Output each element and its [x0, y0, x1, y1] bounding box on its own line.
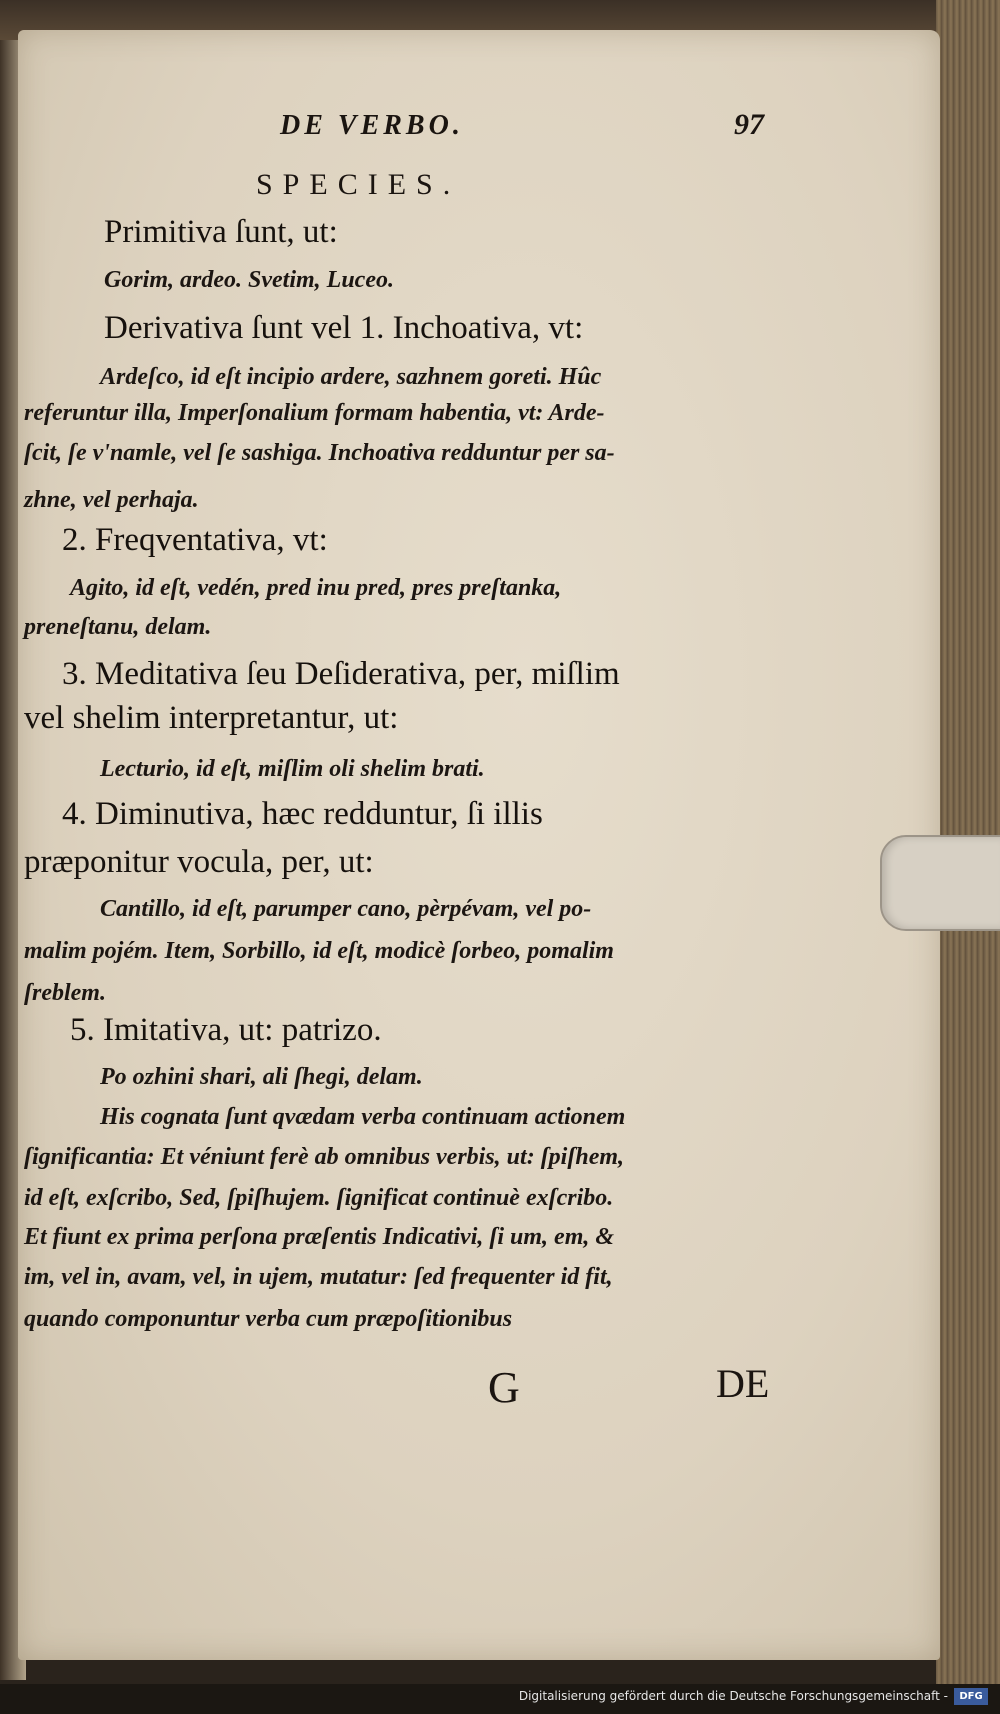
text-line: zhne, vel perhaja.	[24, 487, 199, 513]
text-line: quando componuntur verba cum præpoſitionibus	[24, 1306, 513, 1332]
text-line: Derivativa ſunt vel 1. Inchoativa, vt:	[104, 310, 584, 346]
running-head: DE VERBO.	[280, 110, 464, 141]
text-line: ſreblem.	[24, 980, 106, 1006]
text-line: Lecturio, id eſt, miſlim oli shelim brati.	[100, 756, 485, 782]
text-line: Primitiva ſunt, ut:	[104, 214, 338, 250]
text-line: ſignificantia: Et véniunt ferè ab omnibus verbis, ut: ſpiſhem,	[24, 1144, 625, 1170]
text-line: 2. Freqventativa, vt:	[62, 522, 328, 558]
text-line: referuntur illa, Imperſonalium formam habentia, vt: Arde-	[24, 400, 605, 426]
text-line: Po ozhini shari, ali ſhegi, delam.	[100, 1064, 423, 1090]
text-line: preneſtanu, delam.	[24, 614, 212, 640]
section-title: SPECIES.	[256, 168, 461, 201]
text-line: Agito, id eſt, vedén, pred inu pred, pres preſtanka,	[70, 575, 562, 601]
text-line: 3. Meditativa ſeu Deſiderativa, per, miſlim	[62, 656, 620, 692]
page-tab-marker	[880, 835, 1000, 931]
signature-mark: G	[488, 1363, 520, 1412]
text-line: Et fiunt ex prima perſona præſentis Indicativi, ſi um, em, &	[24, 1224, 615, 1250]
text-line: His cognata ſunt qvædam verba continuam actionem	[100, 1104, 626, 1130]
catchword: DE	[716, 1361, 770, 1406]
dfg-logo-icon: DFG	[954, 1688, 988, 1705]
text-line: Ardeſco, id eſt incipio ardere, sazhnem goreti. Hûc	[100, 364, 602, 390]
text-line: id eſt, exſcribo, Sed, ſpiſhujem. ſignificat continuè exſcribo.	[24, 1185, 614, 1211]
text-line: 5. Imitativa, ut: patrizo.	[70, 1012, 382, 1048]
footer-credit: Digitalisierung gefördert durch die Deutsche Forschungsgemeinschaft -	[518, 1689, 948, 1703]
page-number: 97	[734, 108, 764, 141]
text-line: 4. Diminutiva, hæc redduntur, ſi illis	[62, 796, 543, 832]
text-line: Gorim, ardeo. Svetim, Luceo.	[104, 267, 394, 293]
text-line: im, vel in, avam, vel, in ujem, mutatur: ſed frequenter id fit,	[24, 1264, 613, 1290]
text-line: Cantillo, id eſt, parumper cano, pèrpévam, vel po-	[100, 896, 592, 922]
text-line: præponitur vocula, per, ut:	[24, 844, 374, 880]
text-line: ſcit, ſe v'namle, vel ſe sashiga. Inchoativa redduntur per sa-	[24, 440, 615, 466]
text-line: malim pojém. Item, Sorbillo, id eſt, modicè ſorbeo, pomalim	[24, 938, 614, 964]
text-line: vel shelim interpretantur, ut:	[24, 700, 399, 736]
